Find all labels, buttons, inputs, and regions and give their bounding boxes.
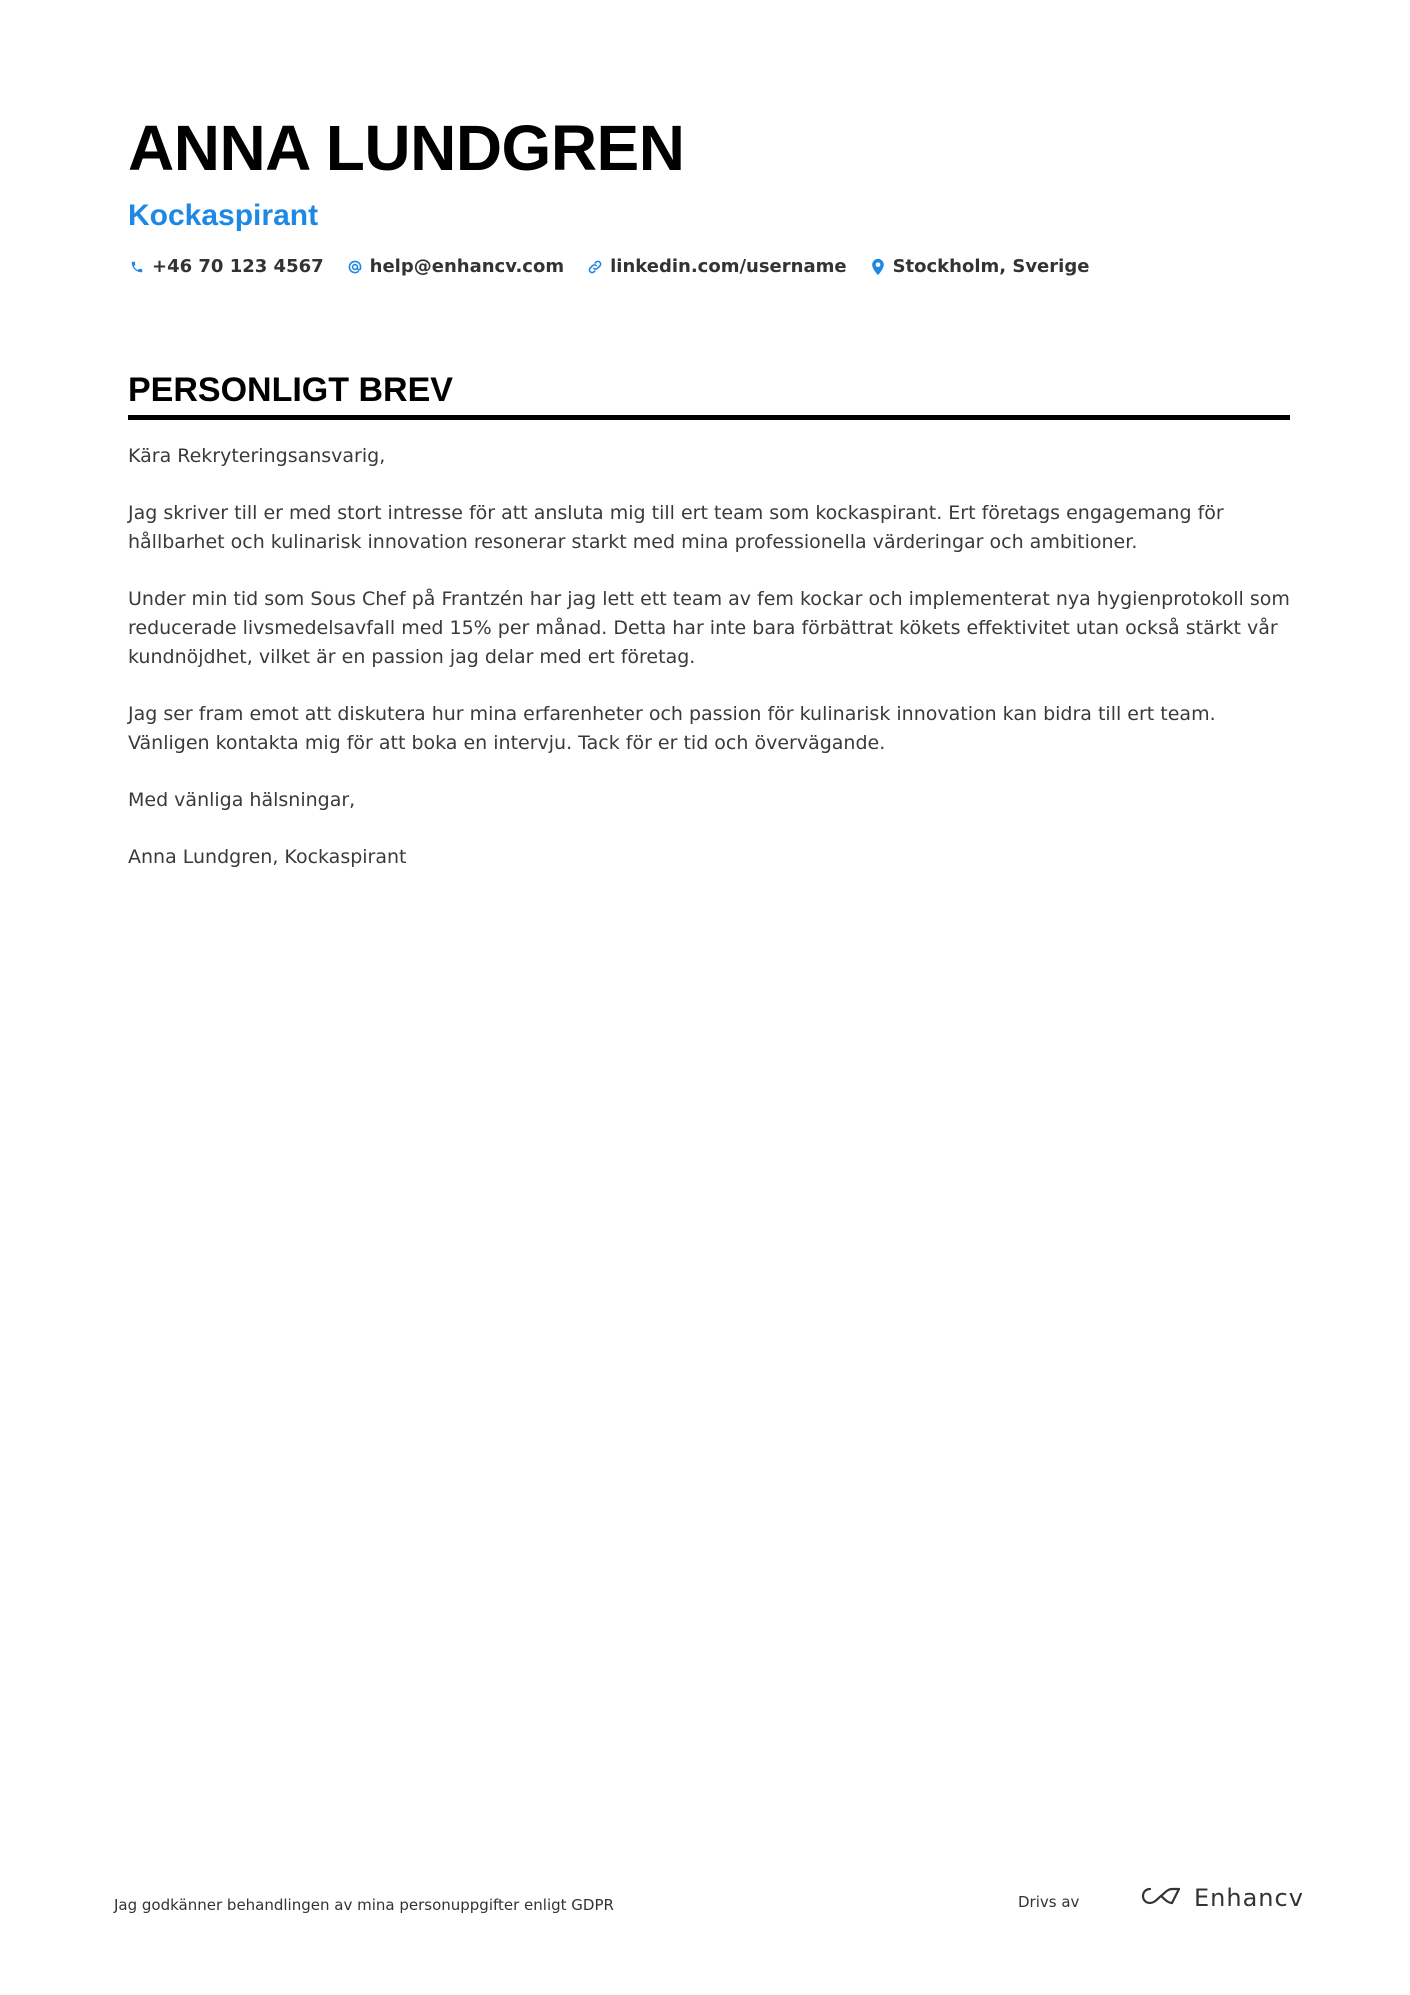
phone-icon — [128, 257, 146, 277]
letter-signature: Anna Lundgren, Kockaspirant — [128, 846, 407, 868]
link-icon — [586, 257, 604, 277]
powered-by-label: Drivs av — [1018, 1893, 1080, 1911]
infinity-logo-icon — [1138, 1884, 1184, 1912]
linkedin-url: linkedin.com/username — [610, 256, 847, 277]
header — [128, 104, 1288, 277]
contact-location — [869, 256, 1090, 277]
job-title: Kockaspirant — [128, 199, 319, 232]
at-icon — [346, 257, 364, 277]
section-divider — [128, 415, 1290, 420]
brand-name: Enhancv — [1194, 1884, 1304, 1912]
gdpr-consent-text: Jag godkänner behandlingen av mina personuppgifter enligt GDPR — [114, 1896, 614, 1914]
letter-paragraph: Under min tid som Sous Chef på Frantzén har jag lett ett team av fem kockar och implementerat nya hygienprotokoll som reducerade livsmedelsavfall med 15% per månad. Detta har inte bara förbättrat kökets effektivitet utan också stärkt vår kundnöjdhet, vilket är en passion jag delar med ert företag. — [128, 588, 1290, 668]
letter-greeting: Kära Rekryteringsansvarig, — [128, 445, 386, 467]
phone-number: +46 70 123 4567 — [152, 256, 324, 277]
location-pin-icon — [869, 257, 887, 277]
cover-letter-section — [128, 368, 1290, 900]
contact-email — [346, 256, 564, 277]
brand-logo — [1138, 1884, 1304, 1912]
contact-linkedin — [586, 256, 846, 277]
contact-list — [128, 256, 1288, 277]
candidate-name: ANNA LUNDGREN — [128, 112, 685, 184]
letter-body — [128, 442, 1290, 872]
contact-phone — [128, 256, 324, 277]
location-text: Stockholm, Sverige — [892, 256, 1090, 277]
letter-closing: Med vänliga hälsningar, — [128, 789, 356, 811]
section-title: PERSONLIGT BREV — [128, 371, 453, 409]
email-address: help@enhancv.com — [369, 256, 565, 277]
letter-paragraph: Jag ser fram emot att diskutera hur mina erfarenheter och passion för kulinarisk innovation kan bidra till ert team. Vänligen kontakta mig för att boka en intervju. Tack för er tid och övervägande. — [128, 703, 1216, 754]
letter-paragraph: Jag skriver till er med stort intresse för att ansluta mig till ert team som kockaspirant. Ert företags engagemang för hållbarhet och kulinarisk innovation resonerar starkt med mina professionella värderingar och ambitioner. — [128, 502, 1224, 553]
